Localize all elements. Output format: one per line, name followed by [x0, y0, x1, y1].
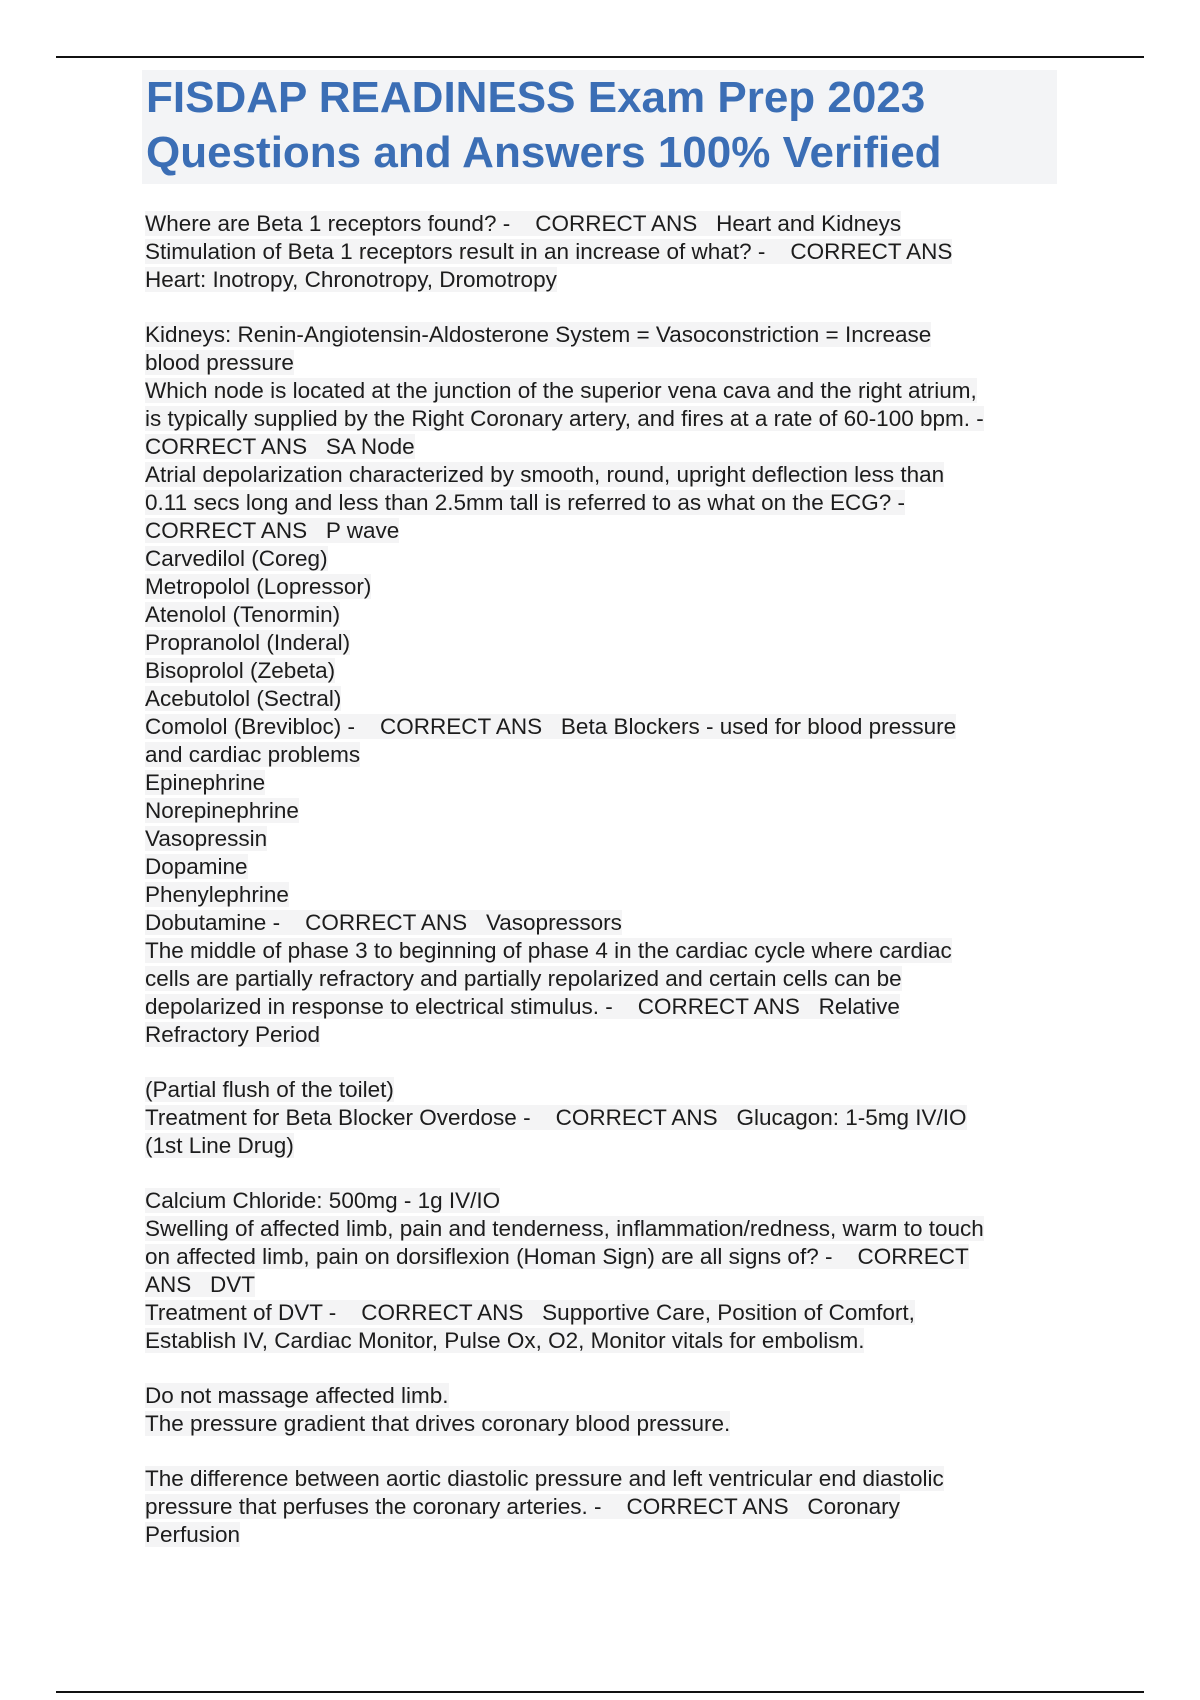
- blank-line: [145, 294, 1065, 321]
- text-line: [145, 965, 1065, 993]
- text-line-content: Metropolol (Lopressor): [145, 574, 372, 599]
- text-line-content: Atrial depolarization characterized by smooth, round, upright deflection less than: [145, 462, 945, 487]
- text-line: [145, 1132, 1065, 1160]
- text-line: [145, 629, 1065, 657]
- text-line: [145, 797, 1065, 825]
- text-line: [145, 601, 1065, 629]
- text-line-content: Where are Beta 1 receptors found? - CORRECT ANS Heart and Kidneys: [145, 211, 902, 236]
- text-line-content: Treatment for Beta Blocker Overdose - CORRECT ANS Glucagon: 1-5mg IV/IO: [145, 1105, 967, 1130]
- top-rule: [56, 56, 1144, 58]
- text-line: [145, 1215, 1065, 1243]
- text-line: [145, 769, 1065, 797]
- text-line: [145, 993, 1065, 1021]
- blank-line: [145, 1355, 1065, 1382]
- text-line: [145, 573, 1065, 601]
- text-line-content: depolarized in response to electrical stimulus. - CORRECT ANS Relative: [145, 994, 900, 1019]
- text-line-content: Dobutamine - CORRECT ANS Vasopressors: [145, 910, 622, 935]
- text-line: [145, 545, 1065, 573]
- text-line-content: Kidneys: Renin-Angiotensin-Aldosterone System = Vasoconstriction = Increase: [145, 322, 932, 347]
- text-line-content: (Partial flush of the toilet): [145, 1077, 394, 1102]
- text-line-content: cells are partially refractory and partially repolarized and certain cells can be: [145, 966, 902, 991]
- text-line: [145, 1187, 1065, 1215]
- text-line: [145, 937, 1065, 965]
- blank-line: [145, 1049, 1065, 1076]
- document-body: [145, 210, 1065, 1549]
- text-line: [145, 1021, 1065, 1049]
- text-line-content: The middle of phase 3 to beginning of phase 4 in the cardiac cycle where cardiac: [145, 938, 952, 963]
- text-line-content: Comolol (Brevibloc) - CORRECT ANS Beta Blockers - used for blood pressure: [145, 714, 957, 739]
- text-line-content: Dopamine: [145, 854, 248, 879]
- text-line: [145, 1271, 1065, 1299]
- text-line-content: Acebutolol (Sectral): [145, 686, 342, 711]
- text-line: [145, 1299, 1065, 1327]
- text-line: [145, 1493, 1065, 1521]
- blank-line: [145, 1438, 1065, 1465]
- text-line: [145, 321, 1065, 349]
- text-line: [145, 1327, 1065, 1355]
- text-line-content: Refractory Period: [145, 1022, 321, 1047]
- text-line-content: and cardiac problems: [145, 742, 361, 767]
- text-line: [145, 1076, 1065, 1104]
- text-line: [145, 1382, 1065, 1410]
- text-line-content: Heart: Inotropy, Chronotropy, Dromotropy: [145, 267, 557, 292]
- text-line-content: Establish IV, Cardiac Monitor, Pulse Ox, O2, Monitor vitals for embolism.: [145, 1328, 865, 1353]
- bottom-rule: [56, 1691, 1144, 1693]
- blank-line: [145, 1160, 1065, 1187]
- text-line: [145, 825, 1065, 853]
- text-line-content: CORRECT ANS P wave: [145, 518, 400, 543]
- text-line: [145, 1104, 1065, 1132]
- text-line: [145, 909, 1065, 937]
- text-line: [145, 685, 1065, 713]
- text-line: [145, 405, 1065, 433]
- text-line-content: Bisoprolol (Zebeta): [145, 658, 336, 683]
- text-line: [145, 657, 1065, 685]
- text-line-content: ANS DVT: [145, 1272, 256, 1297]
- text-line-content: Epinephrine: [145, 770, 266, 795]
- text-line: [145, 377, 1065, 405]
- text-line-content: Phenylephrine: [145, 882, 289, 907]
- text-line: [145, 881, 1065, 909]
- text-line-content: Do not massage affected limb.: [145, 1383, 449, 1408]
- text-line-content: Atenolol (Tenormin): [145, 602, 341, 627]
- text-line: [145, 349, 1065, 377]
- document-title: [142, 70, 1057, 184]
- text-line: [145, 1243, 1065, 1271]
- text-line-content: 0.11 secs long and less than 2.5mm tall is referred to as what on the ECG? -: [145, 490, 905, 515]
- text-line-content: Carvedilol (Coreg): [145, 546, 328, 571]
- text-line: [145, 713, 1065, 741]
- text-line-content: Vasopressin: [145, 826, 268, 851]
- text-line-content: on affected limb, pain on dorsiflexion (Homan Sign) are all signs of? - CORRECT: [145, 1244, 969, 1269]
- text-line: [145, 1410, 1065, 1438]
- text-line-content: Calcium Chloride: 500mg - 1g IV/IO: [145, 1188, 501, 1213]
- text-line: [145, 210, 1065, 238]
- text-line-content: The pressure gradient that drives coronary blood pressure.: [145, 1411, 731, 1436]
- text-line-content: CORRECT ANS SA Node: [145, 434, 415, 459]
- text-line: [145, 1465, 1065, 1493]
- text-line: [145, 461, 1065, 489]
- text-line-content: Perfusion: [145, 1522, 241, 1547]
- text-line: [145, 853, 1065, 881]
- text-line-content: Propranolol (Inderal): [145, 630, 351, 655]
- text-line-content: Swelling of affected limb, pain and tenderness, inflammation/redness, warm to touch: [145, 1216, 984, 1241]
- text-line: [145, 517, 1065, 545]
- text-line: [145, 489, 1065, 517]
- text-line: [145, 238, 1065, 266]
- text-line-content: Treatment of DVT - CORRECT ANS Supportive Care, Position of Comfort,: [145, 1300, 915, 1325]
- text-line-content: (1st Line Drug): [145, 1133, 294, 1158]
- text-line-content: is typically supplied by the Right Coronary artery, and fires at a rate of 60-100 bpm. -: [145, 406, 984, 431]
- text-line-content: blood pressure: [145, 350, 294, 375]
- text-line-content: pressure that perfuses the coronary arteries. - CORRECT ANS Coronary: [145, 1494, 900, 1519]
- title-line-2: Questions and Answers 100% Verified: [146, 128, 942, 177]
- text-line-content: Norepinephrine: [145, 798, 299, 823]
- text-line: [145, 1521, 1065, 1549]
- text-line-content: The difference between aortic diastolic pressure and left ventricular end diastolic: [145, 1466, 944, 1491]
- text-line: [145, 741, 1065, 769]
- text-line-content: Stimulation of Beta 1 receptors result in an increase of what? - CORRECT ANS: [145, 239, 953, 264]
- text-line-content: Which node is located at the junction of the superior vena cava and the right atrium,: [145, 378, 977, 403]
- text-line: [145, 433, 1065, 461]
- text-line: [145, 266, 1065, 294]
- title-line-1: FISDAP READINESS Exam Prep 2023: [146, 73, 926, 122]
